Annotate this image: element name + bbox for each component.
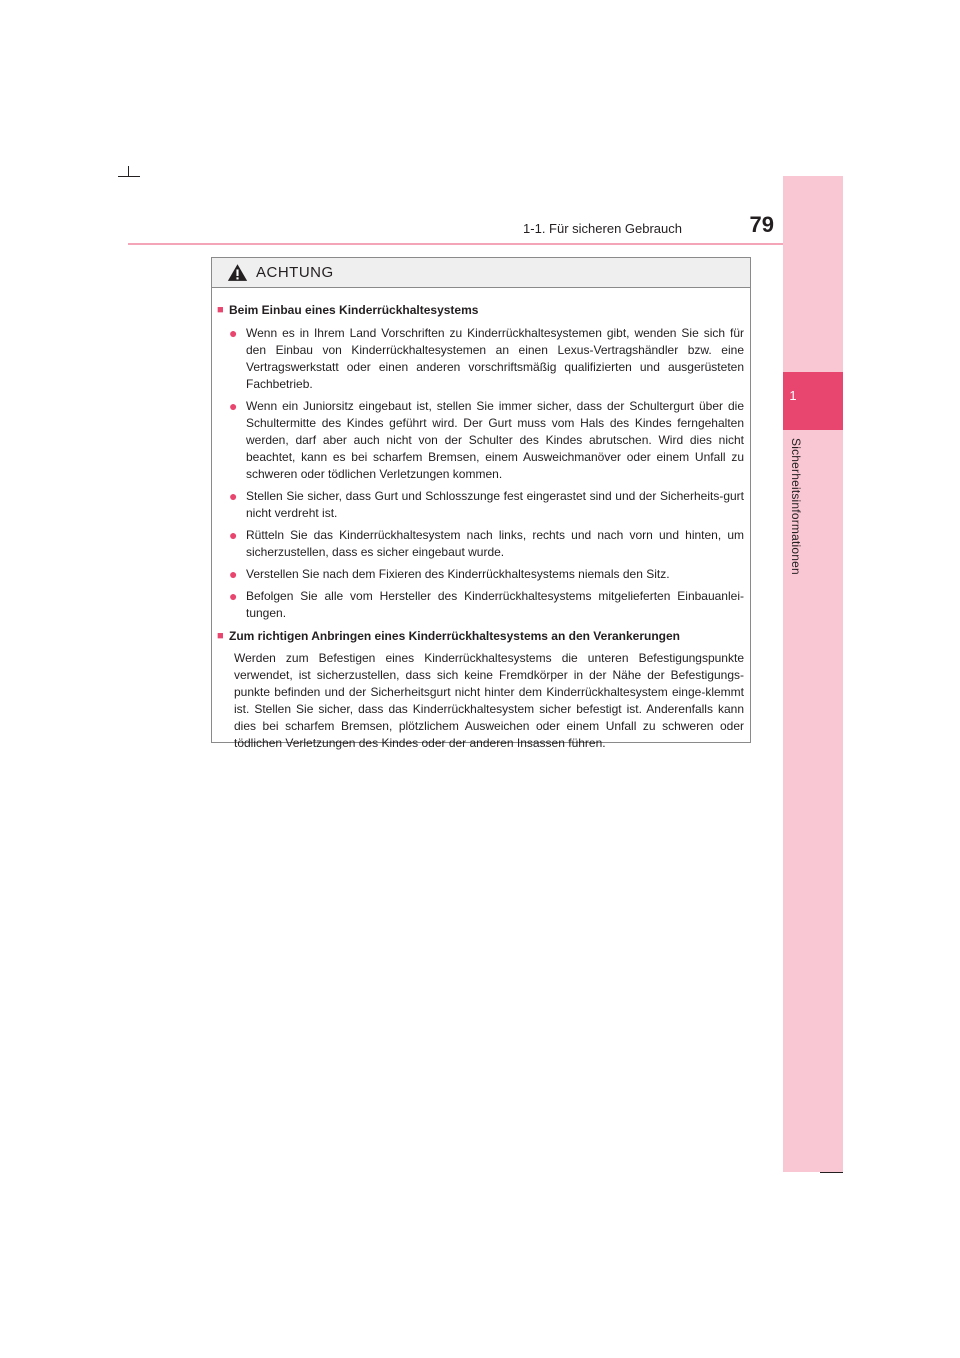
page-number: 79 bbox=[749, 212, 774, 237]
header-rule bbox=[128, 243, 783, 245]
list-item bbox=[229, 588, 744, 622]
section-heading bbox=[217, 628, 744, 645]
list-item bbox=[229, 398, 744, 483]
bullet-dot-icon: ● bbox=[229, 527, 238, 543]
list-item bbox=[229, 527, 744, 561]
section-title: 1-1. Für sicheren Gebrauch bbox=[523, 221, 682, 236]
square-bullet-icon: ■ bbox=[217, 304, 224, 316]
list-item-text: Stellen Sie sicher, dass Gurt und Schlosszunge fest eingerastet sind und der Sicherheits-gurt nicht verdreht ist. bbox=[246, 489, 744, 520]
square-bullet-icon: ■ bbox=[217, 630, 224, 642]
warning-header bbox=[212, 258, 750, 288]
bullet-dot-icon: ● bbox=[229, 588, 238, 604]
list-item-text: Rütteln Sie das Kinderrückhaltesystem nach links, rechts und nach vorn und hinten, um sicherzustellen, dass es sicher eingebaut wurde. bbox=[246, 528, 744, 559]
list-item-text: Wenn es in Ihrem Land Vorschriften zu Kinderrückhaltesystemen gibt, wenden Sie sich für den Einbau von Kinderrückhaltesystemen an einen Lexus-Vertragshändler bzw. eine Vertragswerkstatt oder einen anderen vorschriftsmäßig qualifizierten und ausgerüsteten Fachbetrieb. bbox=[246, 326, 744, 391]
bullet-dot-icon: ● bbox=[229, 398, 238, 414]
crop-mark-bottom-right-h bbox=[820, 1172, 843, 1173]
chapter-side-tab bbox=[783, 176, 843, 1172]
bullet-dot-icon: ● bbox=[229, 566, 238, 582]
bullet-dot-icon: ● bbox=[229, 488, 238, 504]
warning-triangle-icon bbox=[227, 263, 248, 282]
crop-mark-top-left-v bbox=[128, 166, 129, 176]
warning-title: ACHTUNG bbox=[256, 264, 334, 281]
warning-box bbox=[211, 257, 751, 750]
section-heading-text: Zum richtigen Anbringen eines Kinderrückhaltesystems an den Verankerungen bbox=[229, 629, 681, 643]
section-heading bbox=[217, 302, 744, 319]
list-item-text: Befolgen Sie alle vom Hersteller des Kinderrückhaltesystems mitgelieferten Einbauanlei-tungen. bbox=[246, 589, 744, 620]
list-item bbox=[229, 566, 744, 583]
warning-body bbox=[212, 288, 750, 752]
section-heading-text: Beim Einbau eines Kinderrückhaltesystems bbox=[229, 303, 479, 317]
list-item bbox=[229, 488, 744, 522]
section-paragraph: Werden zum Befestigen eines Kinderrückhaltesystems die unteren Befestigungspunkte verwendet, ist sicherzustellen, dass sich keine Fremdkörper in der Nähe der Befestigungs-punkte befinden und der Sicherheitsgurt nicht hinter dem Kinderrückhaltesystem einge-klemmt ist. Stellen Sie sicher, dass das Kinderrückhaltesystem sicher befestigt ist. Anderenfalls kann dies bei scharfem Bremsen, plötzlichem Ausweichen oder einem Unfall zu schweren oder tödlichen Verletzungen des Kindes oder der anderen Insassen führen. bbox=[234, 651, 744, 750]
chapter-label: Sicherheitsinformationen bbox=[789, 438, 803, 575]
list-item bbox=[229, 325, 744, 393]
bullet-dot-icon: ● bbox=[229, 325, 238, 341]
crop-mark-top-left-h bbox=[118, 176, 140, 177]
chapter-number: 1 bbox=[789, 388, 797, 403]
list-item-text: Verstellen Sie nach dem Fixieren des Kinderrückhaltesystems niemals den Sitz. bbox=[246, 567, 670, 581]
list-item-text: Wenn ein Juniorsitz eingebaut ist, stellen Sie immer sicher, dass der Schultergurt über die Schultermitte des Kindes geführt wird. Der Gurt muss vom Hals des Kindes ferngehalten werden, darf aber auch nicht von der Schulter des Kindes abrutschen. Wird dies nicht beachtet, kann es bei scharfem Bremsen, einem Ausweichmanöver oder einem Unfall zu schweren oder tödlichen Verletzungen kommen. bbox=[246, 399, 744, 481]
